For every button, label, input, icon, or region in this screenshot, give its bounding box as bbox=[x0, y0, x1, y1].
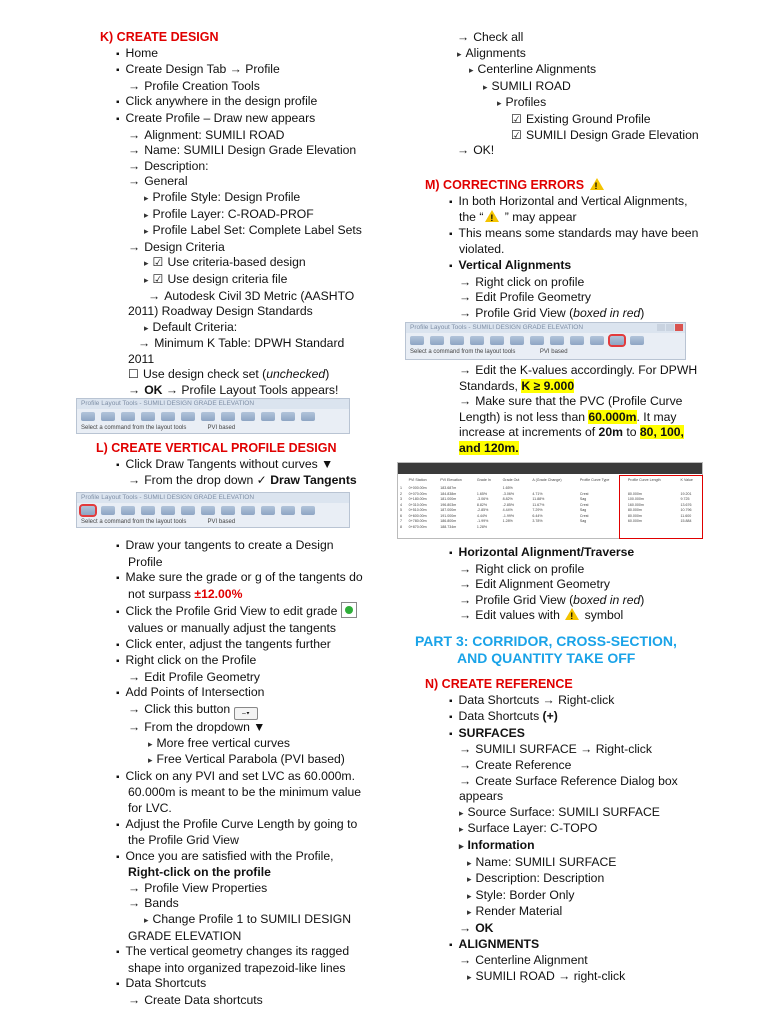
list-item: ▸ Change Profile 1 to SUMILI DESIGN bbox=[80, 912, 370, 929]
list-item: 2011 bbox=[128, 351, 155, 366]
table-cell: 6.44% bbox=[532, 513, 543, 518]
list-item: Profile bbox=[128, 554, 163, 569]
list-item: ▸ Centerline Alignments bbox=[405, 62, 705, 79]
table-cell: -3.06% bbox=[502, 491, 515, 496]
list-item: → OK → Profile Layout Tools appears! bbox=[80, 383, 370, 399]
list-item: ▪ Draw your tangents to create a Design bbox=[80, 538, 370, 555]
list-item: → OK bbox=[405, 921, 705, 937]
list-item: → Create Data shortcuts bbox=[80, 993, 370, 1009]
table-cell bbox=[530, 525, 578, 531]
list-item: → SUMILI SURFACE → Right-click bbox=[405, 742, 705, 758]
table-cell: Crest bbox=[579, 491, 589, 496]
list-item: → Profile View Properties bbox=[80, 881, 370, 897]
table-cell: 181.000m bbox=[440, 497, 457, 501]
section-l-heading: L) CREATE VERTICAL PROFILE DESIGN bbox=[96, 441, 337, 455]
list-item: ▪ Vertical Alignments bbox=[405, 258, 705, 275]
table-cell: 80.000m bbox=[627, 508, 642, 512]
list-item: Right-click on the profile bbox=[128, 865, 271, 880]
list-item: ▪ Data Shortcuts bbox=[80, 976, 370, 993]
list-item: ▸ ☑ Use design criteria file bbox=[80, 272, 370, 289]
table-cell: 187.000m bbox=[440, 508, 457, 512]
list-item: ▸ Default Criteria: bbox=[80, 320, 370, 337]
list-item: → Check all bbox=[405, 30, 705, 46]
table-header-cell: Grade Out bbox=[502, 478, 520, 482]
list-item: ▸ Style: Border Only bbox=[405, 888, 705, 905]
table-cell: Sag bbox=[579, 519, 587, 523]
list-item: ▸ Description: Description bbox=[405, 871, 705, 888]
list-item: ▸ Alignments bbox=[405, 46, 705, 63]
table-cell: 0+600.00m bbox=[408, 513, 427, 518]
section-n-heading: N) CREATE REFERENCE bbox=[425, 677, 573, 691]
table-cell: 0+780.00m bbox=[408, 519, 427, 523]
list-item: appears bbox=[459, 789, 504, 804]
part3-title bbox=[405, 633, 705, 667]
list-item: ▪ Create Profile – Draw new appears bbox=[80, 111, 370, 128]
list-item: ▸ Profile Label Set: Complete Label Sets bbox=[80, 223, 370, 240]
list-item: ▸ Information bbox=[405, 838, 705, 855]
list-item: ☑ SUMILI Design Grade Elevation bbox=[405, 128, 705, 144]
list-item: ▸ Source Surface: SUMILI SURFACE bbox=[405, 805, 705, 822]
list-item: → Description: bbox=[80, 159, 370, 175]
table-cell: 100.000m bbox=[627, 497, 644, 501]
table-cell: 4.71% bbox=[532, 491, 543, 496]
table-header-cell: Profile Curve Type bbox=[579, 478, 610, 482]
list-item: → Profile Creation Tools bbox=[80, 79, 370, 95]
list-item: → General bbox=[80, 174, 370, 190]
table-cell: 160.000m bbox=[627, 502, 644, 507]
list-item: ▸ Profile Style: Design Profile bbox=[80, 190, 370, 207]
table-cell: 188.734m bbox=[440, 524, 457, 529]
list-item: → Design Criteria bbox=[80, 240, 370, 256]
table-header-cell bbox=[398, 474, 407, 486]
red-highlight-box bbox=[619, 475, 703, 539]
table-header-cell: Profile Curve Length bbox=[627, 478, 661, 482]
table-cell: 0+870.00m bbox=[408, 524, 427, 529]
toolbar-title: Profile Layout Tools - SUMILI DESIGN GRADE ELEVATION bbox=[406, 323, 685, 333]
list-item: ▸ SUMILI ROAD bbox=[405, 79, 705, 96]
list-item: ▪ Data Shortcuts (+) bbox=[405, 709, 705, 726]
list-item: ▸ Profiles bbox=[405, 95, 705, 112]
table-cell: 80.000m bbox=[627, 513, 642, 518]
table-cell: 11.67% bbox=[532, 502, 545, 507]
toolbar-status: Select a command from the layout tools PVI based bbox=[410, 349, 568, 355]
table-cell: 2 bbox=[400, 491, 402, 496]
toolbar-title: Profile Layout Tools - SUMILI DESIGN GRADE ELEVATION bbox=[77, 399, 349, 409]
table-cell: 60.000m bbox=[627, 519, 642, 523]
table-cell: 1.65% bbox=[502, 486, 513, 490]
table-header-cell: K Value bbox=[680, 478, 693, 482]
toolbar-status: Select a command from the layout tools PVI based bbox=[81, 519, 236, 525]
table-cell: -2.85% bbox=[476, 508, 489, 512]
warning-icon bbox=[485, 210, 499, 222]
list-item: → Edit the K-values accordingly. For DPWH bbox=[405, 363, 705, 379]
table-cell: 9.725 bbox=[680, 497, 690, 501]
table-cell: 191.000m bbox=[440, 513, 457, 518]
table-cell: -1.99% bbox=[502, 513, 515, 518]
warning-icon bbox=[565, 608, 579, 620]
list-item: ▸ Profile Layer: C-ROAD-PROF bbox=[80, 207, 370, 224]
list-item: ▪ Adjust the Profile Curve Length by going to bbox=[80, 817, 370, 834]
checkbox-icon bbox=[153, 272, 168, 286]
list-item: ▪ SURFACES bbox=[405, 726, 705, 743]
list-item: GRADE ELEVATION bbox=[128, 928, 242, 943]
list-item: violated. bbox=[459, 242, 505, 257]
list-item: → Centerline Alignment bbox=[405, 953, 705, 969]
table-cell: Sag bbox=[579, 497, 587, 501]
list-item: ▪ Data Shortcuts → Right-click bbox=[405, 693, 705, 710]
table-cell: 19.201 bbox=[680, 491, 692, 496]
list-item: → Right click on profile bbox=[405, 275, 705, 291]
table-cell: 1.28% bbox=[476, 524, 488, 529]
list-item: → Create Reference bbox=[405, 758, 705, 774]
table-cell: -3.06% bbox=[476, 497, 489, 501]
section-m-heading: M) CORRECTING ERRORS ! bbox=[405, 178, 705, 194]
toolbar-tools bbox=[77, 409, 349, 424]
list-item: ▸ SUMILI ROAD → right-click bbox=[405, 969, 705, 986]
table-cell: 7 bbox=[400, 519, 402, 523]
list-item: ▪ Right click on the Profile bbox=[80, 653, 370, 670]
table-header-cell: PVI Station bbox=[408, 478, 427, 482]
profile-layout-toolbar-image bbox=[76, 492, 350, 528]
section-m-cont bbox=[405, 363, 705, 457]
table-cell: Crest bbox=[579, 502, 589, 507]
list-item: 2011) Roadway Design Standards bbox=[128, 304, 313, 319]
table-cell: 3.78% bbox=[532, 519, 543, 523]
section-l-steps bbox=[80, 538, 370, 1009]
list-item: the Profile Grid View bbox=[128, 833, 239, 848]
list-item: → Alignment: SUMILI ROAD bbox=[80, 128, 370, 144]
toolbar-status: Select a command from the layout tools PVI based bbox=[81, 425, 236, 431]
list-item: ▸ Free Vertical Parabola (PVI based) bbox=[80, 752, 370, 769]
list-item: increase at increments of 20m to 80, 100, bbox=[459, 425, 684, 440]
list-item: ▸ Render Material bbox=[405, 904, 705, 921]
table-cell: 0+310.00m bbox=[408, 502, 427, 507]
list-item: → From the drop down ✓ Draw Tangents bbox=[80, 473, 370, 489]
list-item: → Make sure that the PVC (Profile Curve bbox=[405, 394, 705, 410]
table-cell: 186.800m bbox=[440, 519, 457, 523]
table-header-cell: Grade In bbox=[476, 478, 491, 482]
profile-grid-view-icon bbox=[341, 602, 357, 618]
table-cell: -2.85% bbox=[502, 502, 515, 507]
table-cell: 4.44% bbox=[476, 513, 488, 518]
list-item: and 120m. bbox=[459, 440, 519, 455]
list-item: → Edit values with ! symbol bbox=[405, 608, 705, 624]
list-item: ▪ Home bbox=[80, 46, 370, 63]
list-item: values or manually adjust the tangents bbox=[128, 620, 336, 635]
table-cell: 4.44% bbox=[502, 508, 513, 512]
table-cell: Sag bbox=[579, 508, 587, 512]
table-cell: 80.000m bbox=[627, 491, 642, 496]
table-header-cell: A (Grade Change) bbox=[532, 478, 562, 482]
list-item: → Profile Grid View (boxed in red) bbox=[405, 593, 705, 609]
section-n bbox=[405, 677, 705, 985]
table-header-cell: PVI Elevation bbox=[440, 478, 462, 482]
list-item: → OK! bbox=[405, 143, 705, 159]
checkbox-icon bbox=[153, 255, 168, 269]
toolbar-tools bbox=[406, 333, 685, 348]
table-cell: 13.676 bbox=[680, 502, 692, 507]
table-cell: Crest bbox=[579, 513, 589, 518]
table-cell bbox=[501, 525, 531, 531]
table-cell: 4 bbox=[400, 502, 402, 507]
list-item: ▪ In both Horizontal and Vertical Alignments, bbox=[405, 194, 705, 211]
table-cell: -1.99% bbox=[476, 519, 489, 523]
list-item: → Edit Alignment Geometry bbox=[405, 577, 705, 593]
table-cell: 0+180.00m bbox=[408, 497, 427, 501]
part3-heading-line2: AND QUANTITY TAKE OFF bbox=[457, 650, 636, 666]
table-cell: 184.838m bbox=[440, 491, 457, 496]
list-item: ▸ More free vertical curves bbox=[80, 736, 370, 753]
section-m bbox=[405, 178, 705, 321]
list-item: ▸ Name: SUMILI SURFACE bbox=[405, 855, 705, 872]
list-item: → Minimum K Table: DPWH Standard bbox=[80, 336, 370, 352]
table-cell: 1.65% bbox=[476, 491, 488, 496]
section-k-heading: K) CREATE DESIGN bbox=[100, 30, 219, 44]
list-item: ▸ ☑ Use criteria-based design bbox=[80, 255, 370, 272]
checkbox-icon bbox=[128, 367, 143, 381]
list-item: for LVC. bbox=[128, 800, 172, 815]
list-item: ▪ Once you are satisfied with the Profile, bbox=[80, 849, 370, 866]
list-item: ▪ Create Design Tab → Profile bbox=[80, 62, 370, 79]
section-horizontal bbox=[405, 545, 705, 624]
list-item: ☐ Use design check set (unchecked) bbox=[80, 367, 370, 383]
table-cell: 0+510.00m bbox=[408, 508, 427, 512]
list-item: the “! ” may appear bbox=[405, 210, 705, 226]
list-item: ☑ Existing Ground Profile bbox=[405, 112, 705, 128]
section-l bbox=[80, 441, 370, 489]
toolbar-title: Profile Layout Tools - SUMILI DESIGN GRADE ELEVATION bbox=[77, 493, 349, 503]
list-item: ▪ Make sure the grade or g of the tangents do bbox=[80, 570, 370, 587]
table-cell: 1.28% bbox=[502, 519, 513, 523]
table-cell: 5 bbox=[400, 508, 402, 512]
list-item: ▪ This means some standards may have been bbox=[405, 226, 705, 243]
list-item: 60.000m is meant to be the minimum value bbox=[128, 785, 362, 800]
list-item: → Profile Grid View (boxed in red) bbox=[405, 306, 705, 322]
list-item: → Bands bbox=[80, 896, 370, 912]
list-item: ▪ Click anywhere in the design profile bbox=[80, 94, 370, 111]
left-column bbox=[80, 30, 370, 399]
list-item: shape into organized trapezoid-like lines bbox=[128, 960, 346, 975]
vertical-curve-button-icon: ⌢▾ bbox=[234, 707, 258, 720]
table-cell: 6 bbox=[400, 513, 402, 518]
list-item: ▪ Click Draw Tangents without curves ▼ bbox=[80, 457, 370, 474]
list-item: ▪ The vertical geometry changes its ragged bbox=[80, 944, 370, 961]
table-cell: 1 bbox=[400, 486, 402, 490]
toolbar-tools bbox=[77, 503, 349, 518]
table-cell: 15.884 bbox=[680, 519, 692, 523]
table-cell: 183.687m bbox=[440, 486, 457, 490]
list-item: Standards, K ≥ 9.000 bbox=[459, 378, 575, 393]
table-cell: 8.82% bbox=[476, 502, 488, 507]
warning-icon bbox=[590, 178, 604, 190]
list-item: → Edit Profile Geometry bbox=[80, 670, 370, 686]
list-item: ▪ ALIGNMENTS bbox=[405, 937, 705, 954]
right-column-top bbox=[405, 30, 705, 159]
list-item: ▪ Add Points of Intersection bbox=[80, 685, 370, 702]
table-cell: 196.803m bbox=[440, 502, 457, 507]
table-cell: 0+070.00m bbox=[408, 491, 427, 496]
table-cell: 3 bbox=[400, 497, 402, 501]
table-cell: 10.796 bbox=[680, 508, 692, 512]
list-item: → Name: SUMILI Design Grade Elevation bbox=[80, 143, 370, 159]
list-item: → Create Surface Reference Dialog box bbox=[405, 774, 705, 790]
profile-grid-view-image bbox=[397, 462, 703, 539]
list-item: → Autodesk Civil 3D Metric (AASHTO bbox=[80, 289, 370, 305]
list-item: → Right click on profile bbox=[405, 562, 705, 578]
part3-heading-line1: PART 3: CORRIDOR, CROSS-SECTION, bbox=[415, 633, 677, 649]
table-cell: 8.82% bbox=[502, 497, 513, 501]
list-item: → From the dropdown ▼ bbox=[80, 720, 370, 736]
table-cell: 11.600 bbox=[680, 513, 692, 518]
list-item: ▪ Click the Profile Grid View to edit grade bbox=[80, 602, 370, 621]
table-cell: 8 bbox=[400, 524, 402, 529]
table-cell: 0+000.00m bbox=[408, 486, 427, 490]
list-item: not surpass ±12.00% bbox=[128, 586, 243, 601]
list-item: ▪ Click enter, adjust the tangents further bbox=[80, 637, 370, 654]
list-item: → Click this button ⌢▾ bbox=[80, 702, 370, 720]
list-item: ▪ Horizontal Alignment/Traverse bbox=[405, 545, 705, 562]
list-item: ▪ Click on any PVI and set LVC as 60.000m. bbox=[80, 769, 370, 786]
list-item: Length) is not less than 60.000m. It may bbox=[459, 409, 677, 424]
profile-layout-toolbar-image bbox=[76, 398, 350, 434]
list-item: ▸ Surface Layer: C-TOPO bbox=[405, 821, 705, 838]
list-item: → Edit Profile Geometry bbox=[405, 290, 705, 306]
table-cell: 11.88% bbox=[532, 497, 545, 501]
profile-layout-toolbar-image bbox=[405, 322, 686, 360]
table-cell: 7.29% bbox=[532, 508, 543, 512]
